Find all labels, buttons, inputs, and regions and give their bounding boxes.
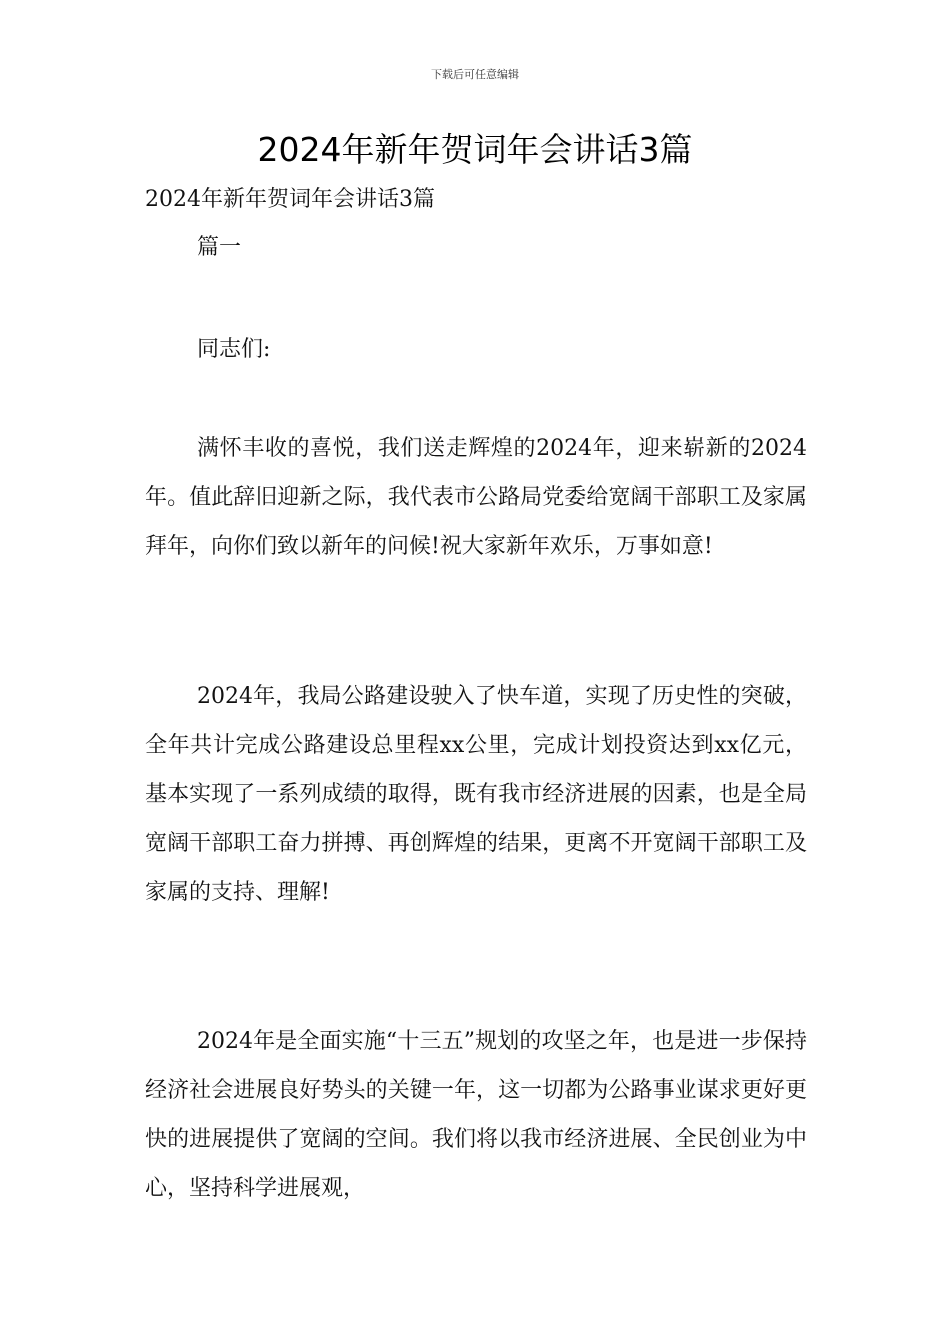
body-paragraph: 2024年，我局公路建设驶入了快车道，实现了历史性的突破，全年共计完成公路建设总里程xx公里，完成计划投资达到xx亿元，基本实现了一系列成绩的取得，既有我市经济进展的因素，也是全局宽阔干部职工奋力拼搏、再创辉煌的结果，更离不开宽阔干部职工及家属的支持、理解!: [145, 684, 807, 905]
header-note: 下载后可任意编辑: [431, 68, 519, 81]
document-subtitle: 2024年新年贺词年会讲话3篇: [145, 187, 435, 212]
greeting-line: 同志们:: [197, 337, 271, 362]
body-paragraph: 满怀丰收的喜悦，我们送走辉煌的2024年，迎来崭新的2024年。值此辞旧迎新之际，我代表市公路局党委给宽阔干部职工及家属拜年，向你们致以新年的问候!祝大家新年欢乐，万事如意!: [145, 436, 807, 559]
section-label: 篇一: [197, 235, 242, 260]
body-paragraph: 2024年是全面实施“十三五”规划的攻坚之年，也是进一步保持经济社会进展良好势头的关键一年，这一切都为公路事业谋求更好更快的进展提供了宽阔的空间。我们将以我市经济进展、全民创业为中心，坚持科学进展观，: [145, 1029, 807, 1201]
document-title: 2024年新年贺词年会讲话3篇: [257, 130, 693, 169]
